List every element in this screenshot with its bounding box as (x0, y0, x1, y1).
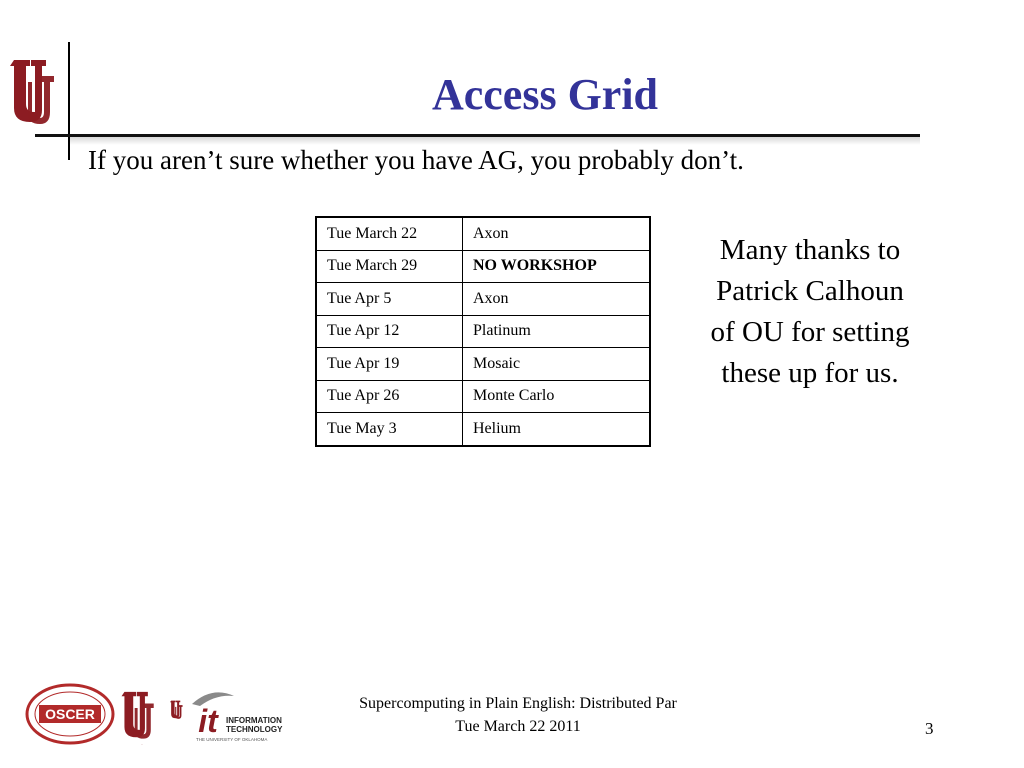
table-row (316, 380, 650, 413)
it-logo-label (226, 716, 282, 734)
slide-subtitle: If you aren’t sure whether you have AG, you probably don’t. (88, 145, 744, 175)
acknowledgement-line: Patrick Calhoun (716, 275, 904, 307)
site-cell: Mosaic (463, 348, 651, 381)
site-cell: NO WORKSHOP (463, 250, 651, 283)
it-logo-label-line: INFORMATION (226, 716, 282, 725)
slide-title: Access Grid (431, 70, 659, 119)
ou-footer-logo-icon (120, 686, 164, 746)
date-cell: Tue Apr 5 (316, 283, 463, 316)
acknowledgement-line: of OU for setting (710, 316, 910, 348)
table-row (316, 283, 650, 316)
date-cell: Tue March 22 (316, 217, 463, 250)
table-row (316, 250, 650, 283)
schedule-table (315, 216, 651, 447)
table-row (316, 217, 650, 250)
acknowledgement-text (680, 230, 940, 394)
date-cell: Tue Apr 19 (316, 348, 463, 381)
table-row (316, 348, 650, 381)
page-number: 3 (925, 719, 934, 738)
site-cell: Monte Carlo (463, 380, 651, 413)
acknowledgement-line: these up for us. (721, 357, 899, 389)
ou-it-logo (170, 690, 288, 746)
site-cell: Platinum (463, 315, 651, 348)
site-cell: Axon (463, 283, 651, 316)
university-label: THE UNIVERSITY OF OKLAHOMA (196, 737, 268, 742)
table-row (316, 315, 650, 348)
table-row (316, 413, 650, 446)
site-cell: Helium (463, 413, 651, 446)
oscer-logo-text: OSCER (45, 706, 95, 722)
footer-date: Tue March 22 2011 (455, 718, 581, 735)
date-cell: Tue May 3 (316, 413, 463, 446)
slide-footer (318, 692, 718, 738)
date-cell: Tue Apr 26 (316, 380, 463, 413)
ou-logo-icon (10, 52, 66, 134)
acknowledgement-line: Many thanks to (719, 234, 901, 266)
date-cell: Tue March 29 (316, 250, 463, 283)
ou-footer-logo-text: OU (141, 744, 143, 746)
date-cell: Tue Apr 12 (316, 315, 463, 348)
ou-mini-logo-icon (170, 698, 186, 722)
oscer-logo-icon (25, 683, 115, 745)
it-logo-label-line: TECHNOLOGY (226, 725, 283, 734)
it-logo-text: it (198, 703, 218, 736)
site-cell: Axon (463, 217, 651, 250)
footer-course-title: Supercomputing in Plain English: Distributed Par (359, 695, 677, 712)
